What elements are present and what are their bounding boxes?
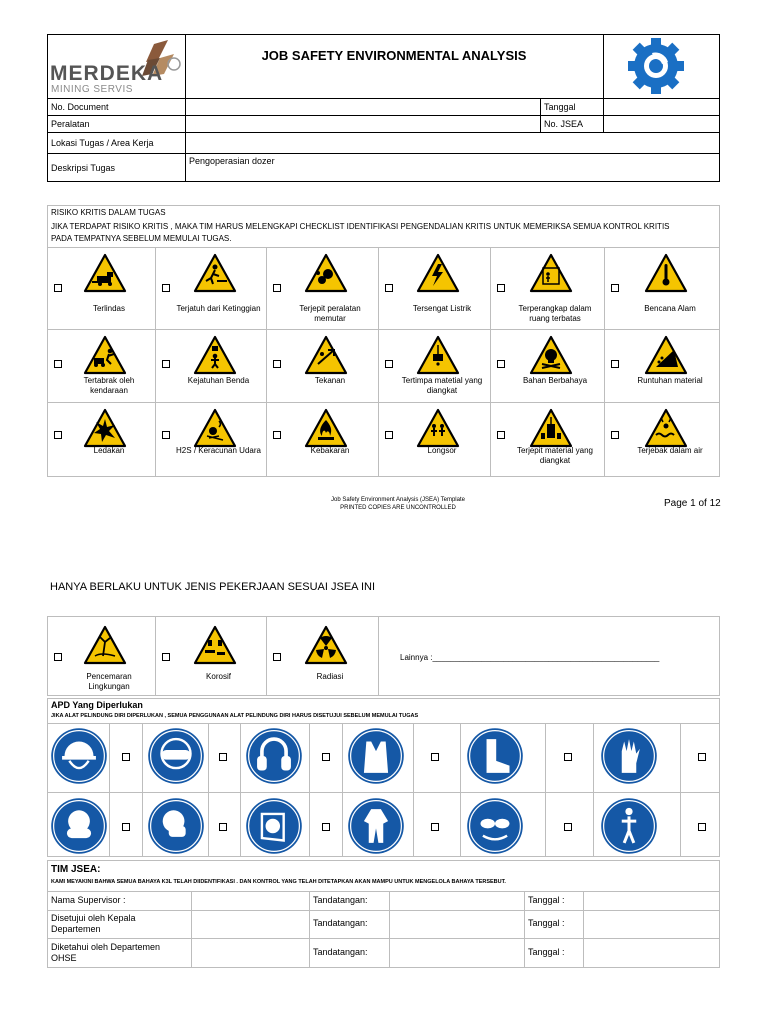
signoff-date-label: Tanggal : <box>528 918 565 928</box>
ppe-checkbox[interactable] <box>322 753 330 761</box>
drowning-icon <box>644 407 688 451</box>
skull-icon <box>529 334 573 378</box>
env-hazard-icon-wrap <box>193 624 237 673</box>
hazard-cell <box>155 402 266 477</box>
ear-protection-icon <box>245 727 303 785</box>
signoff-input-field[interactable] <box>192 939 308 967</box>
signoff-date-label: Tanggal : <box>528 894 565 905</box>
apd-title: APD Yang Diperlukan <box>51 700 143 710</box>
face-shield-icon <box>245 797 303 855</box>
hazard-checkbox[interactable] <box>54 431 62 439</box>
hazard-checkbox[interactable] <box>273 431 281 439</box>
hazard-label: Terjebak dalam air <box>637 446 703 455</box>
gloves-icon <box>600 727 658 785</box>
tim-note: KAMI MEYAKINI BAHWA SEMUA BAHAYA K3L TELAH DIIDENTIFIKASI . DAN KONTROL YANG TELAH DITETAPKAN AKAN MAMPU UNTUK MENGELOLA BAHAYA TERSEBUT. <box>51 879 506 885</box>
ppe-icon-cell <box>245 797 303 860</box>
signoff-name-label: Disetujui oleh Kepala Departemen <box>51 913 136 934</box>
hazard-checkbox[interactable] <box>54 284 62 292</box>
ppe-icon-cell <box>466 797 524 860</box>
hazard-cell <box>47 402 155 477</box>
page-number: Page 1 of 12 <box>664 498 721 509</box>
signoff-input-field[interactable] <box>584 911 719 937</box>
hazard-checkbox[interactable] <box>162 431 170 439</box>
vehicle-strike-icon <box>83 334 127 378</box>
hazard-checkbox[interactable] <box>273 360 281 368</box>
hazard-cell <box>266 247 378 329</box>
template-line-1: Job Safety Environment Analysis (JSEA) Template <box>331 497 465 503</box>
signoff-signature-label: Tandatangan: <box>313 947 368 957</box>
env-hazard-label: Korosif <box>206 672 231 681</box>
signoff-name-label: Nama Supervisor : <box>51 894 126 905</box>
signoff-signature-label: Tandatangan: <box>313 918 368 928</box>
hazard-label: Ledakan <box>93 446 125 455</box>
lokasi-field[interactable] <box>187 133 719 152</box>
electric-shock-icon <box>416 252 460 296</box>
signoff-input-field[interactable] <box>390 911 523 937</box>
hazard-checkbox[interactable] <box>162 284 170 292</box>
pollution-icon <box>83 624 127 668</box>
ppe-checkbox[interactable] <box>698 753 706 761</box>
ppe-checkbox[interactable] <box>219 753 227 761</box>
hazard-label: Bahan Berbahaya <box>522 376 588 385</box>
hazard-cell <box>47 247 155 329</box>
risk-instruction-2: PADA TEMPATNYA SEBELUM MEMULAI TUGAS. <box>51 234 232 243</box>
ppe-icon-cell <box>347 727 405 790</box>
ppe-icon-cell <box>347 797 405 860</box>
ppe-icon-cell <box>466 727 524 790</box>
landslide-icon <box>644 334 688 378</box>
env-hazard-cell <box>266 616 378 696</box>
merdeka-emblem <box>626 38 686 94</box>
safety-goggles-icon <box>147 727 205 785</box>
env-hazard-checkbox[interactable] <box>54 653 62 661</box>
hard-hat-icon <box>50 727 108 785</box>
signoff-input-field[interactable] <box>584 892 719 909</box>
hazard-icon-wrap <box>83 252 127 301</box>
document-title: JOB SAFETY ENVIRONMENTAL ANALYSIS <box>261 48 527 63</box>
hazard-label: H2S / Keracunan Udara <box>176 446 261 455</box>
coverall-icon <box>347 797 405 855</box>
signoff-input-field[interactable] <box>584 939 719 967</box>
env-hazard-checkbox[interactable] <box>162 653 170 661</box>
hazard-cell <box>155 247 266 329</box>
hazard-checkbox[interactable] <box>385 284 393 292</box>
fall-from-height-icon <box>193 252 237 296</box>
ppe-checkbox[interactable] <box>431 753 439 761</box>
applicability-heading: HANYA BERLAKU UNTUK JENIS PEKERJAAN SESUAI JSEA INI <box>50 581 375 593</box>
hazard-cell <box>490 329 604 402</box>
hazard-label: Longsor <box>427 446 457 455</box>
ppe-checkbox[interactable] <box>122 823 130 831</box>
hazard-icon-wrap <box>416 252 460 301</box>
hazard-checkbox[interactable] <box>385 431 393 439</box>
pressure-icon <box>304 334 348 378</box>
label-no-document: No. Document <box>51 102 109 112</box>
template-line-2: PRINTED COPIES ARE UNCONTROLLED <box>340 505 456 511</box>
explosion-icon <box>83 407 127 451</box>
hazard-checkbox[interactable] <box>497 431 505 439</box>
ppe-checkbox[interactable] <box>564 753 572 761</box>
hi-vis-vest-icon <box>347 727 405 785</box>
tanggal-field[interactable] <box>605 99 719 114</box>
hazard-label: Terlindas <box>92 304 125 313</box>
hazard-label: Terjepit peralatan memutar <box>299 304 361 323</box>
ppe-checkbox[interactable] <box>322 823 330 831</box>
gear-emblem-icon <box>626 38 686 94</box>
hazard-icon-wrap <box>304 252 348 301</box>
hazard-label: Kejatuhan Benda <box>187 376 250 385</box>
hazard-cell <box>266 402 378 477</box>
hazard-label: Terperangkap dalam ruang terbatas <box>518 304 592 323</box>
ppe-icon-cell <box>245 727 303 790</box>
ppe-checkbox[interactable] <box>564 823 572 831</box>
hazard-label: Bencana Alam <box>644 304 696 313</box>
template-note <box>300 496 496 512</box>
signoff-input-field[interactable] <box>390 892 523 909</box>
ppe-icon-cell <box>600 797 658 860</box>
hazard-checkbox[interactable] <box>611 284 619 292</box>
hazard-cell <box>378 247 490 329</box>
label-peralatan: Peralatan <box>51 119 90 129</box>
falling-object-icon <box>193 334 237 378</box>
safety-harness-icon <box>600 797 658 855</box>
tim-title: TIM JSEA: <box>51 864 101 875</box>
company-logo <box>50 38 182 96</box>
hazard-cell <box>378 329 490 402</box>
crush-vehicle-icon <box>83 252 127 296</box>
label-lokasi: Lokasi Tugas / Area Kerja <box>51 138 154 148</box>
hazard-label: Tertabrak oleh kendaraan <box>83 376 135 395</box>
ppe-icon-cell <box>50 797 108 860</box>
safety-glasses-icon <box>466 797 524 855</box>
confined-space-icon <box>529 252 573 296</box>
signoff-input-field[interactable] <box>390 939 523 967</box>
label-tanggal: Tanggal <box>544 102 576 112</box>
hazard-label: Tersengat Listrik <box>412 304 472 313</box>
pinch-load-icon <box>529 407 573 451</box>
hazard-cell <box>47 329 155 402</box>
collapse-icon <box>416 407 460 451</box>
apd-note: JIKA ALAT PELINDUNG DIRI DIPERLUKAN , SEMUA PENGGUNAAN ALAT PELINDUNG DIRI HARUS DISETUJUI SEBELUM MEMULAI TUGAS <box>51 713 419 719</box>
hazard-cell <box>604 329 720 402</box>
hazard-cell <box>378 402 490 477</box>
hazard-label: Tekanan <box>314 376 346 385</box>
hazard-cell <box>490 247 604 329</box>
hazard-checkbox[interactable] <box>611 431 619 439</box>
env-hazard-label: Radiasi <box>316 672 344 681</box>
ppe-checkbox[interactable] <box>431 823 439 831</box>
hazard-label: Kebakaran <box>310 446 350 455</box>
ppe-icon-cell <box>147 797 205 860</box>
hazard-checkbox[interactable] <box>273 284 281 292</box>
hazard-cell <box>604 247 720 329</box>
hazard-label: Runtuhan material <box>637 376 703 385</box>
label-deskripsi: Deskripsi Tugas <box>51 163 116 173</box>
risk-title: RISIKO KRITIS DALAM TUGAS <box>51 208 166 217</box>
signoff-date-label: Tanggal : <box>528 947 565 957</box>
signoff-input-field[interactable] <box>192 892 308 909</box>
hazard-checkbox[interactable] <box>385 360 393 368</box>
env-hazard-icon-wrap <box>83 624 127 673</box>
env-hazard-cell <box>47 616 155 696</box>
hazard-checkbox[interactable] <box>162 360 170 368</box>
toxic-gas-icon <box>193 407 237 451</box>
env-hazard-cell <box>155 616 266 696</box>
hazard-checkbox[interactable] <box>497 360 505 368</box>
corrosive-icon <box>193 624 237 668</box>
ppe-checkbox[interactable] <box>219 823 227 831</box>
signoff-signature-label: Tandatangan: <box>313 894 368 905</box>
hazard-cell <box>490 402 604 477</box>
deskripsi-value[interactable]: Pengoperasian dozer <box>189 156 275 166</box>
hazard-label: Terjepit material yang diangkat <box>516 446 594 465</box>
company-name: MERDEKA <box>50 62 164 85</box>
hazard-cell <box>604 402 720 477</box>
thermometer-icon <box>644 252 688 296</box>
ppe-icon-cell <box>600 727 658 790</box>
hazard-icon-wrap <box>193 252 237 301</box>
company-subname: MINING SERVIS <box>51 84 133 95</box>
respirator-icon <box>50 797 108 855</box>
hazard-cell <box>155 329 266 402</box>
hazard-icon-wrap <box>529 252 573 301</box>
ppe-icon-cell <box>147 727 205 790</box>
fire-icon <box>304 407 348 451</box>
label-no-jsea: No. JSEA <box>544 119 584 129</box>
dust-mask-icon <box>147 797 205 855</box>
env-hazard-label: Pencemaran Lingkungan <box>86 672 132 691</box>
hazard-checkbox[interactable] <box>611 360 619 368</box>
no-document-field[interactable] <box>187 99 539 114</box>
hazard-label: Tertimpa matetial yang diangkat <box>401 376 483 395</box>
ppe-checkbox[interactable] <box>122 753 130 761</box>
hazard-checkbox[interactable] <box>497 284 505 292</box>
safety-boots-icon <box>466 727 524 785</box>
signoff-name-label: Diketahui oleh Departemen OHSE <box>51 942 161 963</box>
signoff-input-field[interactable] <box>192 911 308 937</box>
lainnya-field[interactable]: Lainnya :___________________________________________________ <box>400 653 660 662</box>
peralatan-field[interactable] <box>187 116 539 131</box>
env-hazard-icon-wrap <box>304 624 348 673</box>
risk-instruction: JIKA TERDAPAT RISIKO KRITIS , MAKA TIM HARUS MELENGKAPI CHECKLIST IDENTIFIKASI PENGENDALIAN KRITIS UNTUK MEMERIKSA SEMUA KONTROL KRITIS <box>51 222 670 231</box>
ppe-checkbox[interactable] <box>698 823 706 831</box>
env-hazard-checkbox[interactable] <box>273 653 281 661</box>
radiation-icon <box>304 624 348 668</box>
ppe-icon-cell <box>50 727 108 790</box>
suspended-load-icon <box>416 334 460 378</box>
no-jsea-field[interactable] <box>605 116 719 131</box>
rotating-equipment-icon <box>304 252 348 296</box>
hazard-cell <box>266 329 378 402</box>
hazard-icon-wrap <box>644 252 688 301</box>
hazard-label: Terjatuh dari Ketinggian <box>176 304 261 313</box>
hazard-checkbox[interactable] <box>54 360 62 368</box>
